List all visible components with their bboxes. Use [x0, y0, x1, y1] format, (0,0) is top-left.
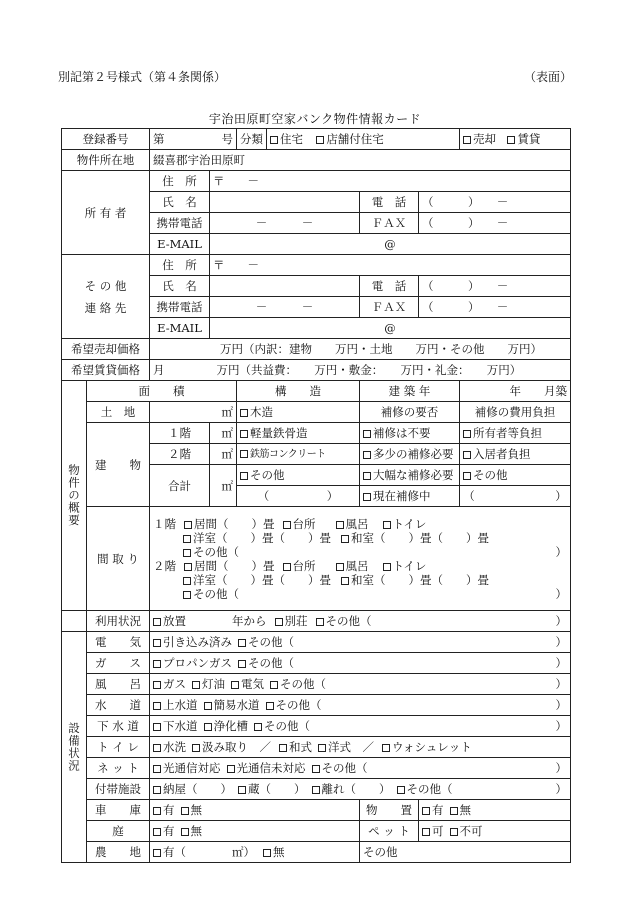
electricity-field: 引き込み済み その他（ ）: [150, 632, 571, 653]
reg-label: 登録番号: [62, 129, 150, 150]
side-label: （表面）: [524, 70, 573, 84]
farmland-no-checkbox[interactable]: [263, 849, 271, 857]
repair-cost-header: 補修の費用負担: [460, 402, 571, 423]
structure-header: 構 造: [237, 381, 360, 402]
electricity-connected-checkbox[interactable]: [153, 639, 161, 647]
internet-other-checkbox[interactable]: [312, 765, 320, 773]
minor-repair-option: 多少の補修必要: [360, 444, 460, 465]
toilet-label: ト イ レ: [87, 737, 150, 758]
washlet-checkbox[interactable]: [382, 744, 390, 752]
toilet-field: 水洗 汲み取り ／ 和式 洋式 ／ ウォシュレット: [150, 737, 571, 758]
pet-label: ペ ッ ト: [360, 821, 419, 842]
sewer-field: 下水道 浄化槽 その他（ ）: [150, 716, 571, 737]
f1-kitchen-checkbox[interactable]: [283, 521, 291, 529]
layout-label: 間 取 り: [87, 507, 150, 611]
overview-label: 物件の概要: [62, 381, 87, 611]
cost-other-option: その他: [460, 465, 571, 486]
page-title: 宇治田原町空家バンク物件情報カード: [208, 112, 422, 126]
western-style-checkbox[interactable]: [318, 744, 326, 752]
villa-checkbox[interactable]: [275, 618, 283, 626]
shop-house-checkbox[interactable]: [316, 136, 324, 144]
total-label: 合計: [150, 465, 210, 507]
bath-other-checkbox[interactable]: [270, 681, 278, 689]
floor2-area-field[interactable]: ㎡: [210, 444, 237, 465]
contact-email-label: E-MAIL: [150, 318, 210, 339]
wood-checkbox[interactable]: [240, 409, 248, 417]
contact-mobile-field[interactable]: － －: [210, 297, 360, 318]
propane-checkbox[interactable]: [153, 660, 161, 668]
floor1-area-field[interactable]: ㎡: [210, 423, 237, 444]
built-year-field[interactable]: 年 月築: [460, 381, 571, 402]
area-header: 面 積: [87, 381, 237, 402]
owner-label: 所 有 者: [62, 171, 150, 255]
gas-label: ガ ス: [87, 653, 150, 674]
floor2-label: ２階: [150, 444, 210, 465]
type-options: 住宅 店舗付住宅: [267, 129, 460, 150]
water-simple-checkbox[interactable]: [204, 702, 212, 710]
garage-yes-checkbox[interactable]: [153, 807, 161, 815]
contact-email-field[interactable]: @: [210, 318, 571, 339]
annex-label: 付帯施設: [87, 779, 150, 800]
sale-price-field[interactable]: 万円（内訳：建物 万円・土地 万円・その他 万円）: [150, 339, 571, 360]
f1-western-checkbox[interactable]: [183, 535, 191, 543]
f2-living-checkbox[interactable]: [184, 563, 192, 571]
f1-japanese-checkbox[interactable]: [341, 535, 349, 543]
owner-name-field[interactable]: [210, 192, 360, 213]
detached-checkbox[interactable]: [312, 786, 320, 794]
minor-repair-checkbox[interactable]: [363, 451, 371, 459]
built-year-header: 建 築 年: [360, 381, 460, 402]
wood-option: 木造: [237, 402, 360, 423]
water-other-checkbox[interactable]: [266, 702, 274, 710]
f2-western-checkbox[interactable]: [183, 577, 191, 585]
in-repair-option: 現在補修中: [360, 486, 460, 507]
owner-name-label: 氏 名: [150, 192, 210, 213]
fiber-ng-checkbox[interactable]: [227, 765, 235, 773]
bath-kerosene-checkbox[interactable]: [192, 681, 200, 689]
light-steel-checkbox[interactable]: [240, 430, 248, 438]
deal-options: 売却 賃貸: [460, 129, 571, 150]
owner-mobile-field[interactable]: － －: [210, 213, 360, 234]
category-label: 分類: [237, 129, 267, 150]
tenant-burden-option: 入居者負担: [460, 444, 571, 465]
owner-email-field[interactable]: @: [210, 234, 571, 255]
reg-row: [62, 129, 571, 150]
abandoned-checkbox[interactable]: [153, 618, 161, 626]
contact-mobile-label: 携帯電話: [150, 297, 210, 318]
rent-price-field[interactable]: 月 万円（共益費： 万円・敷金： 万円・礼金： 万円）: [150, 360, 571, 381]
bath-electric-checkbox[interactable]: [231, 681, 239, 689]
owner-email-label: E-MAIL: [150, 234, 210, 255]
f2-japanese-checkbox[interactable]: [341, 577, 349, 585]
bath-label: 風 呂: [87, 674, 150, 695]
owner-burden-checkbox[interactable]: [463, 430, 471, 438]
bath-field: ガス 灯油 電気 その他（ ）: [150, 674, 571, 695]
contact-name-label: 氏 名: [150, 276, 210, 297]
f2-bath-checkbox[interactable]: [336, 563, 344, 571]
reg-number-field[interactable]: 第 号: [150, 129, 237, 150]
garage-label: 車 庫: [87, 800, 150, 821]
water-field: 上水道 簡易水道 その他（ ）: [150, 695, 571, 716]
septic-checkbox[interactable]: [204, 723, 212, 731]
contact-fax-label: ＦＡＸ: [360, 297, 419, 318]
layout-field: １階 居間（ ）畳 台所 風呂 トイレ 洋室（ ）畳（ ）畳 和室（ ）畳（ ）畳 その他（ ） ２階 居間（ ）畳 台所 風呂 トイレ 洋室（ ）畳（ ）畳 和室（ ）畳（ ）畳 その他（ ）: [150, 507, 571, 611]
storage-no-checkbox[interactable]: [450, 807, 458, 815]
water-main-checkbox[interactable]: [153, 702, 161, 710]
contact-name-field[interactable]: [210, 276, 360, 297]
rent-price-label: 希望賃貸価格: [62, 360, 150, 381]
light-steel-option: 軽量鉄骨造: [237, 423, 360, 444]
f2-other-checkbox[interactable]: [183, 591, 191, 599]
electricity-label: 電 気: [87, 632, 150, 653]
f1-living-checkbox[interactable]: [184, 521, 192, 529]
form-number: 別記第２号様式（第４条関係）: [58, 70, 227, 84]
japanese-style-checkbox[interactable]: [279, 744, 287, 752]
internet-label: ネ ッ ト: [87, 758, 150, 779]
owner-fax-label: ＦＡＸ: [360, 213, 419, 234]
in-repair-checkbox[interactable]: [363, 493, 371, 501]
property-form: [61, 128, 571, 863]
contact-address-label: 住 所: [150, 255, 210, 276]
major-repair-checkbox[interactable]: [363, 472, 371, 480]
no-repair-option: 補修は不要: [360, 423, 460, 444]
barn-checkbox[interactable]: [153, 786, 161, 794]
farmland-yes-checkbox[interactable]: [153, 849, 161, 857]
cost-other-checkbox[interactable]: [463, 472, 471, 480]
f1-other-checkbox[interactable]: [183, 549, 191, 557]
facilities-label: 設備状況: [62, 632, 87, 863]
owner-burden-option: 所有者等負担: [460, 423, 571, 444]
garage-field: 有 無: [150, 800, 360, 821]
storage-label: 物 置: [360, 800, 419, 821]
sale-checkbox[interactable]: [463, 136, 471, 144]
pet-ng-checkbox[interactable]: [450, 828, 458, 836]
bath-gas-checkbox[interactable]: [153, 681, 161, 689]
f1-bath-checkbox[interactable]: [336, 521, 344, 529]
garden-no-checkbox[interactable]: [181, 828, 189, 836]
garden-yes-checkbox[interactable]: [153, 828, 161, 836]
farmland-other-field[interactable]: その他: [360, 842, 571, 863]
no-repair-checkbox[interactable]: [363, 430, 371, 438]
pet-ok-checkbox[interactable]: [422, 828, 430, 836]
storage-yes-checkbox[interactable]: [422, 807, 430, 815]
sewer-label: 下 水 道: [87, 716, 150, 737]
annex-field: 納屋（ ） 蔵（ ） 離れ（ ） その他（ ）: [150, 779, 571, 800]
tenant-burden-checkbox[interactable]: [463, 451, 471, 459]
usage-field: 放置 年から 別荘 その他（ ）: [150, 611, 571, 632]
fiber-ok-checkbox[interactable]: [153, 765, 161, 773]
contact-address-field[interactable]: 〒 －: [210, 255, 571, 276]
sale-price-label: 希望売却価格: [62, 339, 150, 360]
pet-field: 可 不可: [419, 821, 571, 842]
land-area-field[interactable]: ㎡: [150, 402, 237, 423]
sewer-other-checkbox[interactable]: [254, 723, 262, 731]
contact-tel-label: 電 話: [360, 276, 419, 297]
location-row: [62, 150, 571, 171]
annex-other-checkbox[interactable]: [397, 786, 405, 794]
land-label: 土 地: [87, 402, 150, 423]
building-label: 建 物: [87, 423, 150, 507]
location-field[interactable]: 綴喜郡宇治田原町: [150, 150, 571, 171]
farmland-field: 有（ ㎡） 無: [150, 842, 360, 863]
contact-fax-field[interactable]: （ ） －: [419, 297, 571, 318]
f2-toilet-checkbox[interactable]: [383, 563, 391, 571]
structure-other-checkbox[interactable]: [240, 472, 248, 480]
usage-other-checkbox[interactable]: [316, 618, 324, 626]
cost-other-field[interactable]: （ ）: [460, 486, 571, 507]
f2-kitchen-checkbox[interactable]: [283, 563, 291, 571]
garden-label: 庭: [87, 821, 150, 842]
usage-label: 利用状況: [87, 611, 150, 632]
farmland-label: 農 地: [87, 842, 150, 863]
repair-need-header: 補修の要否: [360, 402, 460, 423]
garage-no-checkbox[interactable]: [181, 807, 189, 815]
sewer-checkbox[interactable]: [153, 723, 161, 731]
pit-checkbox[interactable]: [192, 744, 200, 752]
owner-address-label: 住 所: [150, 171, 210, 192]
internet-field: 光通信対応 光通信未対応 その他（ ）: [150, 758, 571, 779]
owner-fax-field[interactable]: （ ） －: [419, 213, 571, 234]
storage-field: 有 無: [419, 800, 571, 821]
gas-field: プロパンガス その他（ ）: [150, 653, 571, 674]
floor1-label: １階: [150, 423, 210, 444]
storehouse-checkbox[interactable]: [238, 786, 246, 794]
rc-checkbox[interactable]: [240, 450, 248, 458]
owner-mobile-label: 携帯電話: [150, 213, 210, 234]
water-label: 水 道: [87, 695, 150, 716]
rc-option: 鉄筋コンクリート: [237, 444, 360, 465]
rent-checkbox[interactable]: [507, 136, 515, 144]
owner-tel-field[interactable]: （ ） －: [419, 192, 571, 213]
flush-checkbox[interactable]: [153, 744, 161, 752]
f1-toilet-checkbox[interactable]: [383, 521, 391, 529]
electricity-other-checkbox[interactable]: [238, 639, 246, 647]
owner-tel-label: 電 話: [360, 192, 419, 213]
major-repair-option: 大幅な補修必要: [360, 465, 460, 486]
garden-field: 有 無: [150, 821, 360, 842]
contact-label: そ の 他 連 絡 先: [62, 255, 150, 339]
gas-other-checkbox[interactable]: [238, 660, 246, 668]
owner-address-field[interactable]: 〒 －: [210, 171, 571, 192]
total-area-field[interactable]: ㎡: [210, 465, 237, 507]
contact-tel-field[interactable]: （ ） －: [419, 276, 571, 297]
house-checkbox[interactable]: [270, 136, 278, 144]
structure-other-field[interactable]: （ ）: [237, 486, 360, 507]
location-label: 物件所在地: [62, 150, 150, 171]
structure-other-option: その他: [237, 465, 360, 486]
